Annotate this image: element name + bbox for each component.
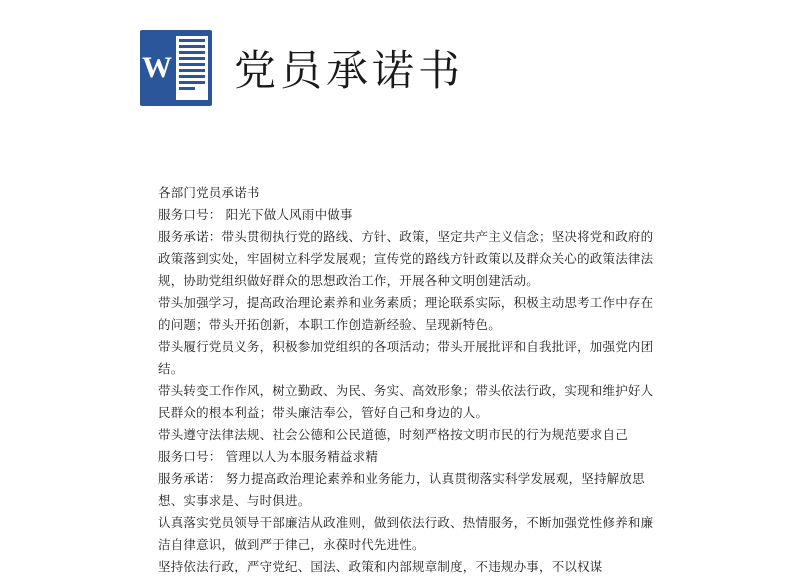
doc-paragraph: 服务口号： 阳光下做人风雨中做事 bbox=[158, 207, 353, 222]
page-title: 党员承诺书 bbox=[234, 46, 465, 95]
document-text-body bbox=[158, 182, 658, 578]
word-document-icon bbox=[140, 30, 212, 106]
doc-paragraph: 坚持依法行政，严守党纪、国法、政策和内部规章制度，不违规办事，不以权谋 bbox=[158, 559, 603, 574]
doc-paragraph: 服务承诺：带头贯彻执行党的路线、方针、政策，坚定共产主义信念；坚决将党和政府的政策落到实处，牢固树立科学发展观；宣传党的路线方针政策以及群众关心的政策法律法规，协助党组织做好群众的思想政治工作，开展各种文明创建活动。 bbox=[158, 229, 654, 288]
doc-paragraph: 各部门党员承诺书 bbox=[158, 185, 260, 200]
word-icon-lines bbox=[176, 36, 208, 100]
document-header bbox=[140, 30, 464, 106]
doc-paragraph: 带头转变工作作风，树立勤政、为民、务实、高效形象；带头依法行政，实现和维护好人民群众的根本利益；带头廉洁奉公，管好自己和身边的人。 bbox=[158, 383, 654, 420]
doc-paragraph: 带头遵守法律法规、社会公德和公民道德，时刻严格按文明市民的行为规范要求自己 bbox=[158, 427, 628, 442]
word-icon-letter: W bbox=[142, 51, 172, 84]
doc-paragraph: 认真落实党员领导干部廉洁从政准则，做到依法行政、热情服务，不断加强党性修养和廉洁自律意识，做到严于律己，永葆时代先进性。 bbox=[158, 515, 654, 552]
doc-paragraph: 带头加强学习，提高政治理论素养和业务素质；理论联系实际，积极主动思考工作中存在的问题；带头开拓创新，本职工作创造新经验、呈现新特色。 bbox=[158, 295, 654, 332]
document-sheet bbox=[110, 150, 690, 574]
doc-paragraph: 服务承诺： 努力提高政治理论素养和业务能力，认真贯彻落实科学发展观，坚持解放思想、实事求是、与时俱进。 bbox=[158, 471, 645, 508]
doc-paragraph: 服务口号： 管理以人为本服务精益求精 bbox=[158, 449, 379, 464]
doc-paragraph: 带头履行党员义务，积极参加党组织的各项活动；带头开展批评和自我批评，加强党内团结。 bbox=[158, 339, 654, 376]
